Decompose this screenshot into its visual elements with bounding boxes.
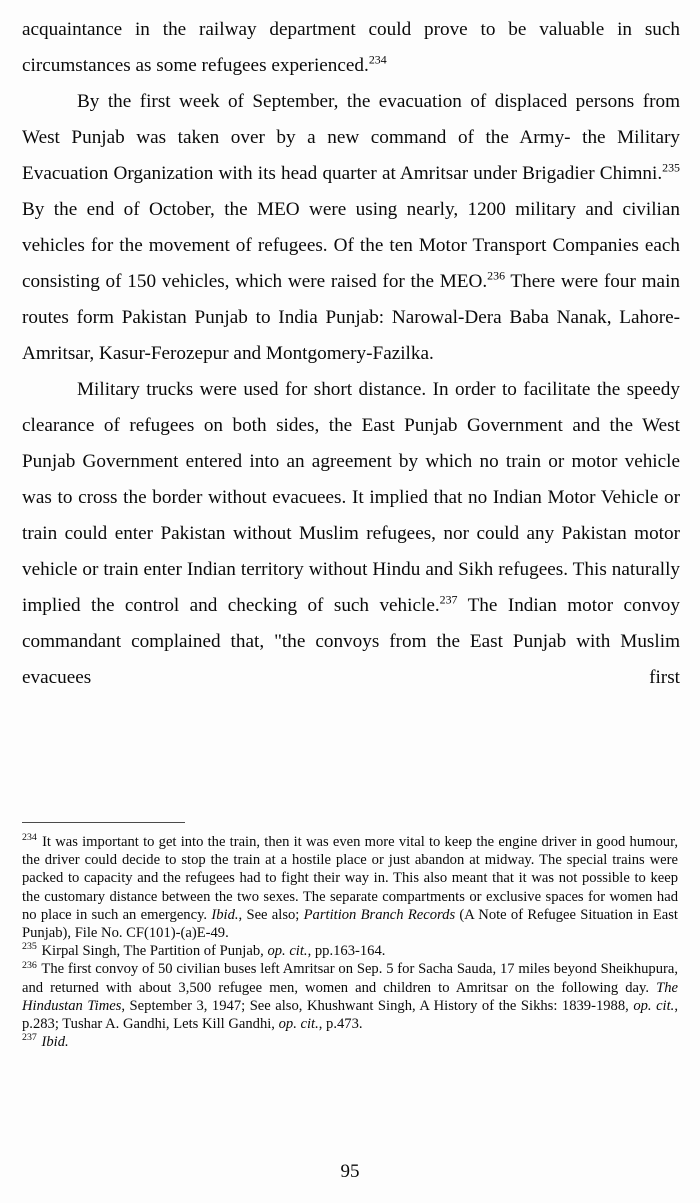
italic-text: Ibid.: [41, 1034, 69, 1051]
footnote-number-234: 234: [22, 832, 37, 844]
footnote-reference-236: 236: [487, 268, 506, 283]
footnote-number-236: 236: [22, 959, 37, 971]
italic-text: op. cit.: [633, 997, 675, 1014]
footnote-236: $^{236}$ The first convoy of 50 civilian buses left Amritsar on Sep. 5 for Sacha Sauda, 17 miles beyond Sheikhupura, and returned with about 3,500 refugee men, women and children to Amritsar on the following day. The Hindustan Times, September 3, 1947; See also, Khushwant Singh, A History of the Sikhs: 1839-1988, op. cit., p.283; Tushar A. Gandhi, Lets Kill Gandhi, op. cit., p.473.: [22, 959, 678, 1033]
page-number: 95: [340, 1161, 360, 1182]
body-paragraph: Military trucks were used for short distance. In order to facilitate the speedy clearance of refugees on both sides, the East Punjab Government and the West Punjab Government entered into an agreement by which no train or motor vehicle was to cross the border without evacuees. It implied that no Indian Motor Vehicle or train could enter Pakistan without Muslim refugees, nor could any Pakistan motor vehicle or train enter Indian territory without Hindu and Sikh refugees. This naturally implied the control and checking of such vehicle.$^{237}$ The Indian motor convoy commandant complained that, "the convoys from the East Punjab with Muslim evacuees first: [22, 379, 680, 688]
italic-text: op. cit.: [278, 1016, 319, 1033]
body-paragraph: acquaintance in the railway department could prove to be valuable in such circumstances as some refugees experienced.$^{234}$: [22, 19, 680, 76]
body-paragraph: By the first week of September, the evacuation of displaced persons from West Punjab was taken over by a new command of the Army- the Military Evacuation Organization with its head quarter at Amritsar under Brigadier Chimni.$^{235}$ By the end of October, the MEO were using nearly, 1200 military and civilian vehicles for the movement of refugees. Of the ten Motor Transport Companies each consisting of 150 vehicles, which were raised for the MEO.$^{236}$ There were four main routes form Pakistan Punjab to India Punjab: Narowal-Dera Baba Nanak, Lahore-Amritsar, Kasur-Ferozepur and Montgomery-Fazilka.: [22, 91, 680, 364]
body-text-block: [22, 12, 680, 732]
italic-text: Ibid.: [211, 906, 239, 923]
footnote-reference-235: 235: [662, 160, 680, 175]
footnote-number-235: 235: [22, 941, 37, 953]
italic-text: op. cit.: [267, 943, 308, 960]
footnote-number-237: 237: [22, 1032, 37, 1044]
italic-text: Partition Branch Records: [303, 906, 456, 923]
footnote-235: $^{235}$ Kirpal Singh, The Partition of Punjab, op. cit., pp.163-164.: [22, 941, 386, 960]
footnote-237: [22, 1033, 678, 1051]
footnote-reference-234: 234: [368, 52, 387, 67]
italic-text: The Hindustan Times: [22, 979, 678, 1014]
footnotes-block: [22, 833, 678, 1051]
footnote-reference-237: 237: [439, 592, 458, 607]
footnote-234: $^{234}$ It was important to get into the train, then it was even more vital to keep the engine driver in good humour, the driver could decide to stop the train at a hostile place or just abandon at midway. The special trains were packed to capacity and the refugees had to fight their way in. This also meant that it was not possible to keep the customary distance between the two sexes. The separate compartments or exclusive spaces for women had no place in such an emergency. Ibid., See also; Partition Branch Records (A Note of Refugee Situation in East Punjab), File No. CF(101)-(a)E-49.: [22, 832, 678, 942]
footnote-separator-rule: [22, 822, 185, 823]
